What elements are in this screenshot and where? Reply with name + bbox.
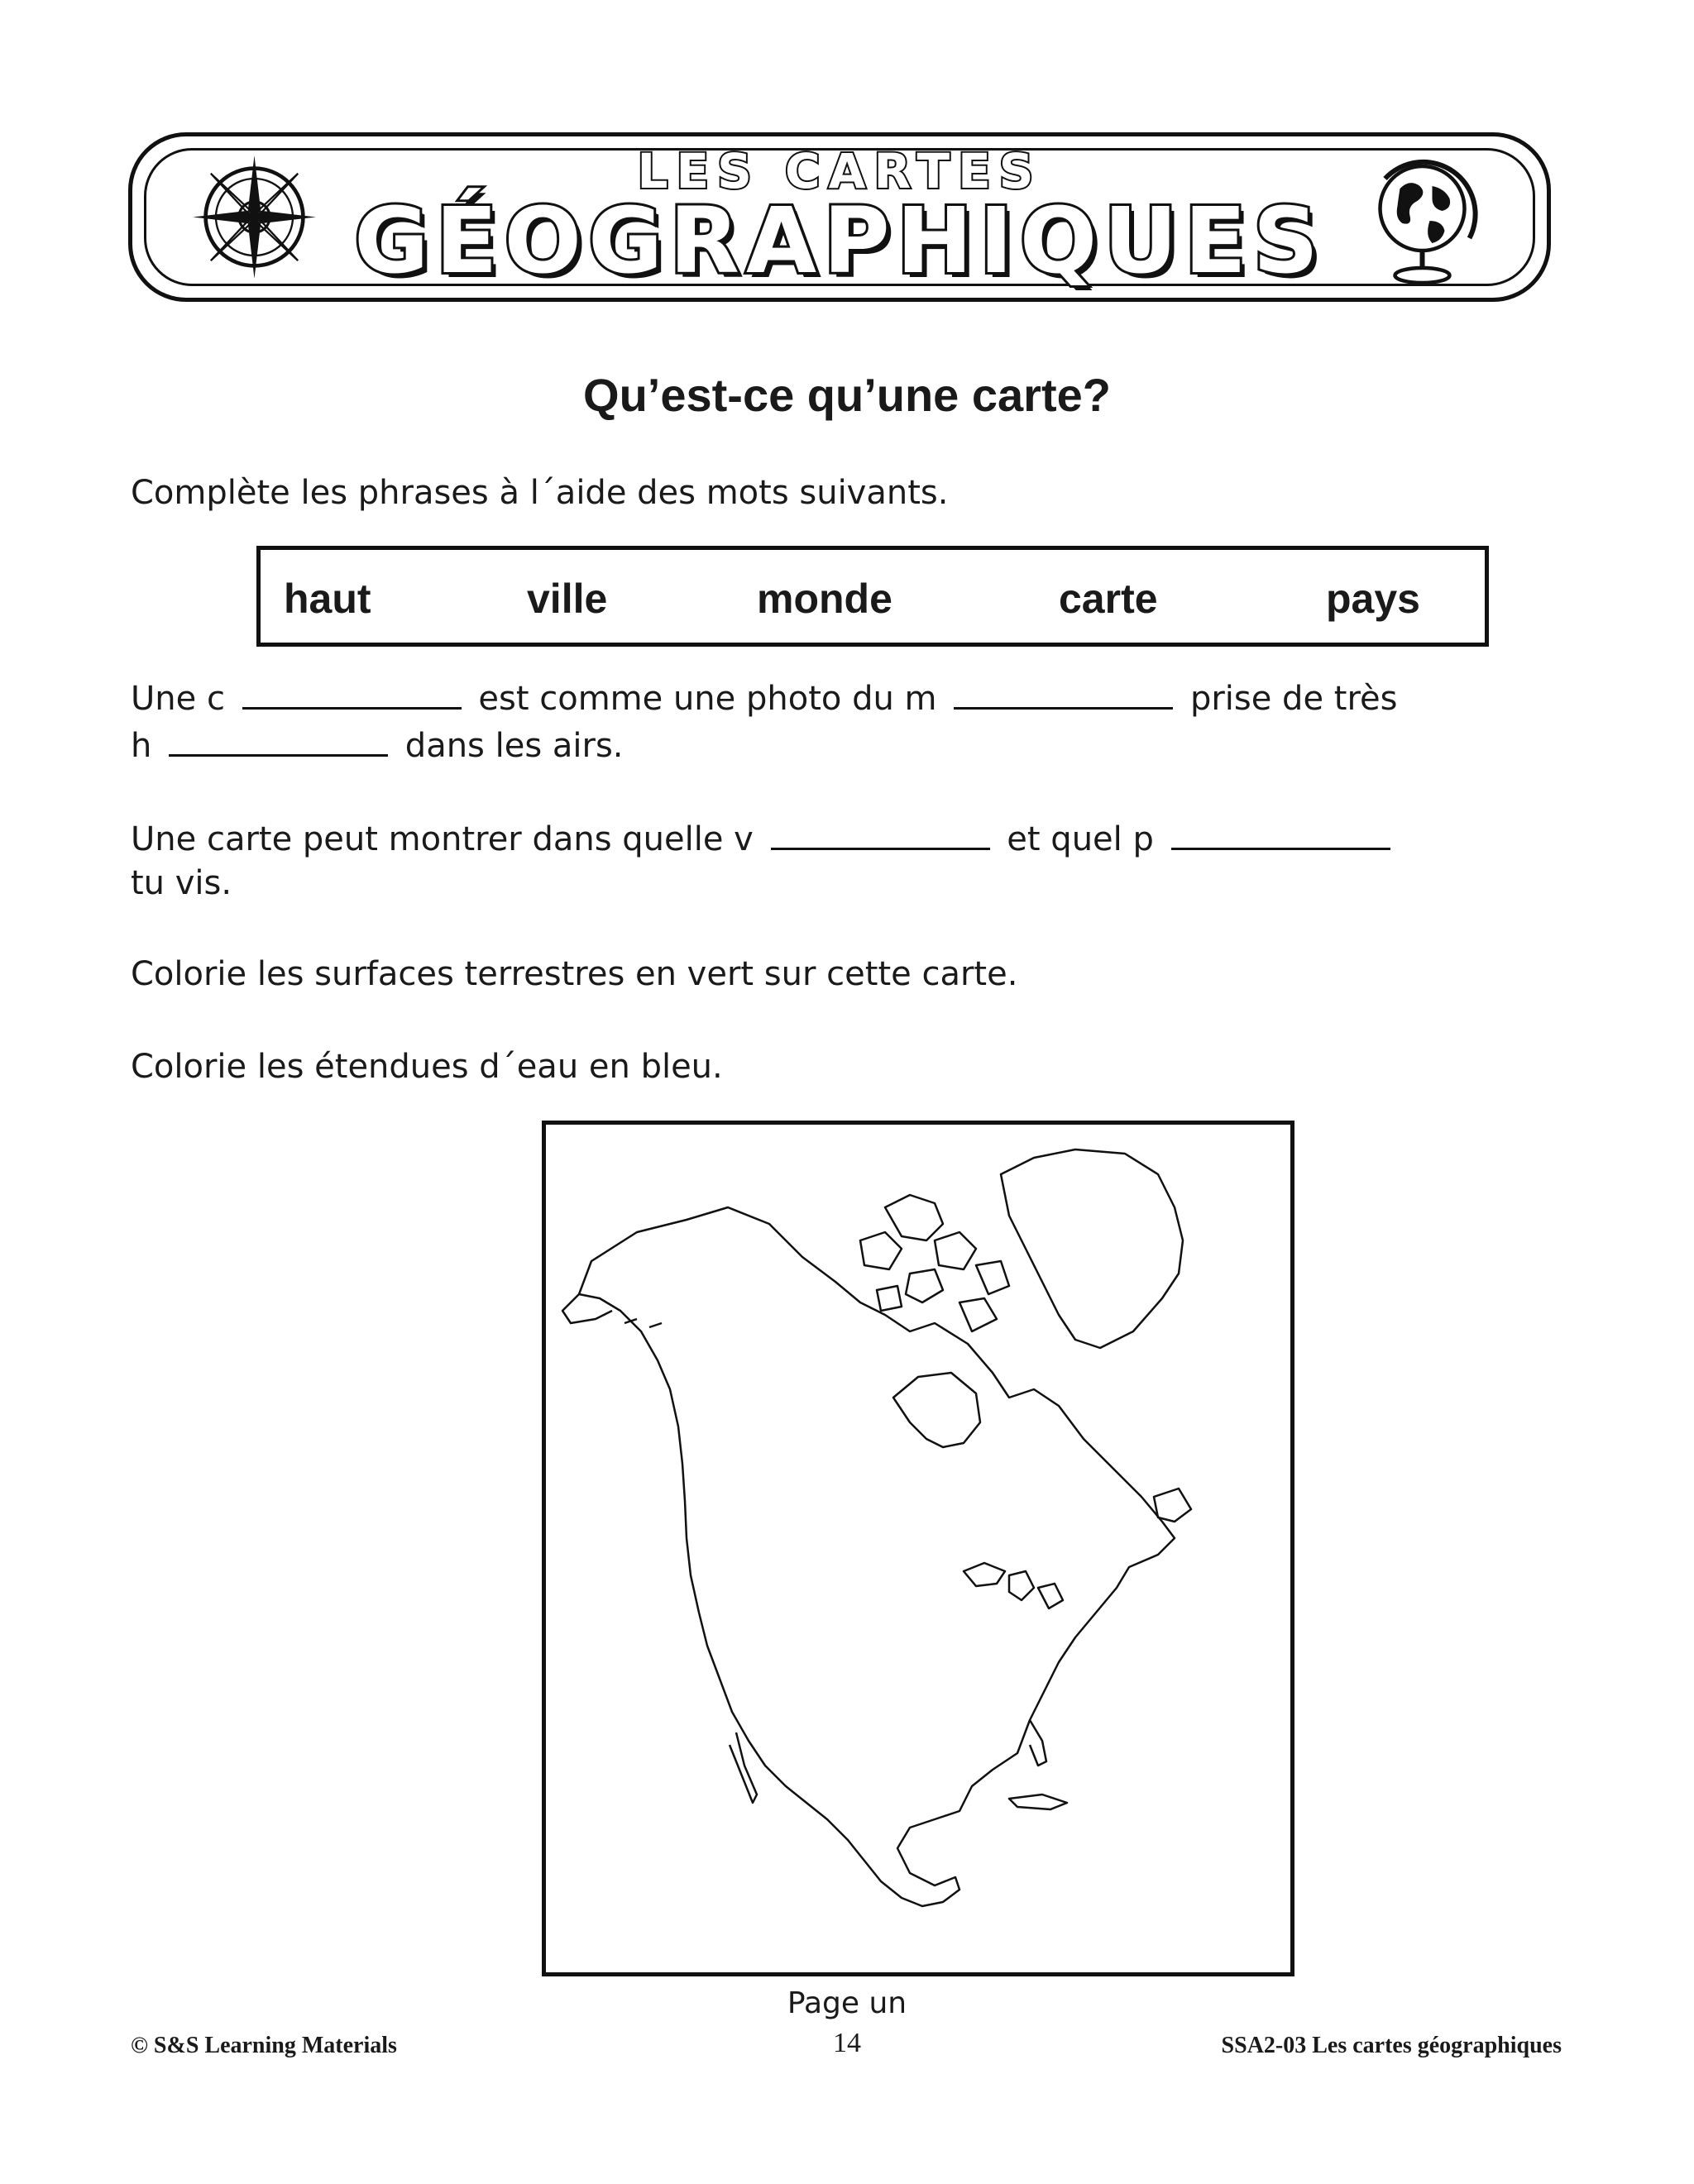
sentence-1-line-2 <box>131 721 624 769</box>
blank-haut[interactable] <box>169 721 388 757</box>
sentence-text: dans les airs. <box>404 727 624 765</box>
word-bank-item: pays <box>1326 576 1420 622</box>
instruction-land: Colorie les surfaces terrestres en vert sur cette carte. <box>131 955 1018 993</box>
word-bank-item: carte <box>1059 576 1158 622</box>
sentence-text: prise de très <box>1189 680 1398 718</box>
header-banner <box>128 132 1551 302</box>
footer-book-code: SSA2-03 Les cartes géographiques <box>1221 2033 1562 2058</box>
sentence-text: h <box>131 727 152 765</box>
instruction-text: Complète les phrases à l´aide des mots suivants. <box>131 474 949 512</box>
page-title: Qu’est-ce qu’une carte? <box>583 369 1111 421</box>
sentence-2-line-1 <box>131 815 1397 863</box>
blank-ville[interactable] <box>771 815 990 850</box>
globe-icon <box>1361 151 1489 288</box>
sentence-text: Une carte peut montrer dans quelle v <box>131 820 754 858</box>
blank-carte[interactable] <box>242 674 462 710</box>
word-bank-item: monde <box>757 576 892 622</box>
footer-page-number: 14 <box>833 2028 861 2058</box>
banner-title-line1: LES CARTES <box>637 143 1042 199</box>
sentence-1-line-1 <box>131 674 1397 722</box>
word-bank-item: ville <box>527 576 608 622</box>
blank-monde[interactable] <box>954 674 1173 710</box>
word-bank-box <box>256 546 1489 647</box>
banner-title-line2: GÉOGRAPHIQUES <box>354 188 1325 294</box>
sentence-text: est comme une photo du m <box>478 680 937 718</box>
map-frame <box>542 1121 1294 1976</box>
blank-pays[interactable] <box>1171 815 1390 850</box>
sentence-2-line-2: tu vis. <box>131 864 232 902</box>
map-caption: Page un <box>787 1986 907 2020</box>
footer-copyright: © S&S Learning Materials <box>131 2033 397 2058</box>
north-america-map-icon <box>546 1125 1290 1972</box>
instruction-water: Colorie les étendues d´eau en bleu. <box>131 1048 723 1086</box>
word-bank-item: haut <box>284 576 371 622</box>
sentence-text: Une c <box>131 680 225 718</box>
sentence-text: et quel p <box>1007 820 1154 858</box>
